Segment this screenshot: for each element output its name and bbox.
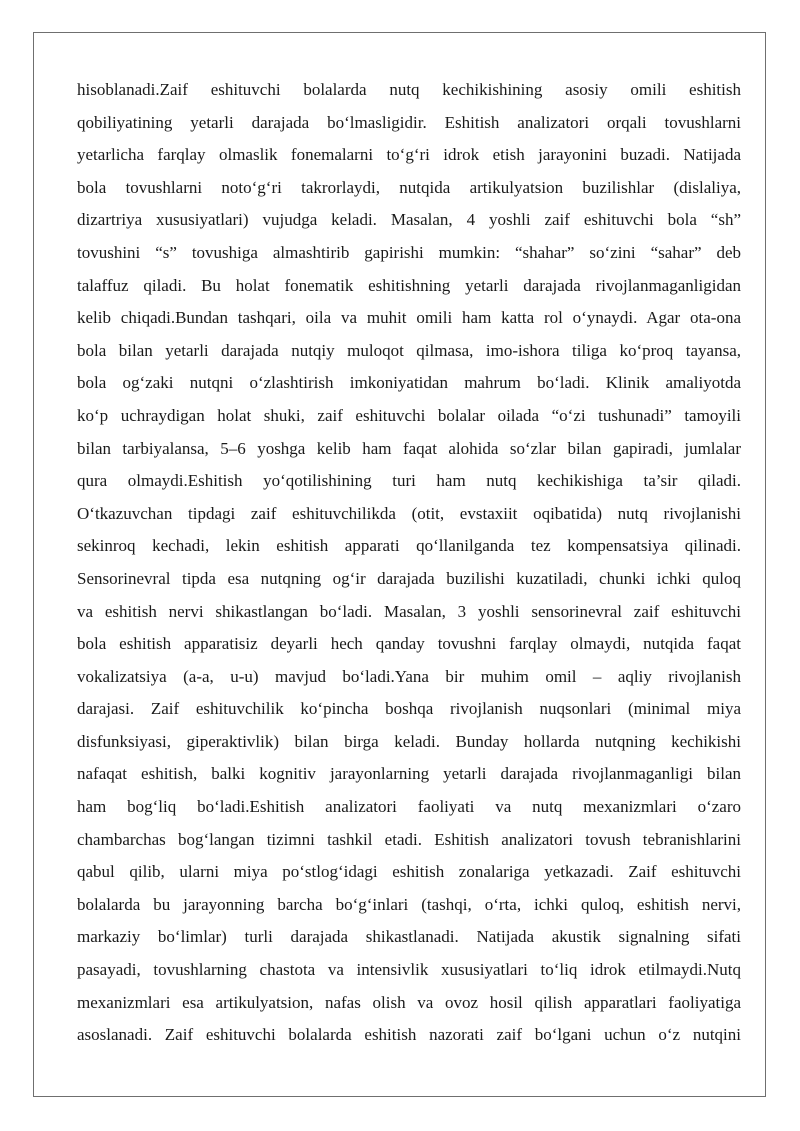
text-line: sekinroq kechadi, lekin eshitish apparati qo‘llanilganda tez kompensatsiya qilinadi.	[77, 536, 741, 556]
text-line: disfunksiyasi, giperaktivlik) bilan birga keladi. Bunday hollarda nutqning kechikishi	[77, 731, 741, 751]
text-line: qobiliyatining yetarli darajada bo‘lmasligidir. Eshitish analizatori orqali tovushlarni	[77, 112, 741, 132]
text-line: chambarchas bog‘langan tizimni tashkil etadi. Eshitish analizatori tovush tebranishlarini	[77, 829, 741, 849]
text-line: Sensorinevral tipda esa nutqning og‘ir darajada buzilishi kuzatiladi, chunki ichki quloq	[77, 568, 741, 588]
text-line: bola eshitish apparatisiz deyarli hech qanday tovushni farqlay olmaydi, nutqida faqat	[77, 634, 741, 654]
text-line: asoslanadi. Zaif eshituvchi bolalarda eshitish nazorati zaif bo‘lgani uchun o‘z nutqini	[77, 1025, 741, 1045]
text-line: bolalarda bu jarayonning barcha bo‘g‘inlari (tashqi, o‘rta, ichki quloq, eshitish nervi,	[77, 894, 741, 914]
text-line: vokalizatsiya (a-a, u-u) mavjud bo‘ladi.Yana bir muhim omil – aqliy rivojlanish	[77, 666, 741, 686]
text-line: ko‘p uchraydigan holat shuki, zaif eshituvchi bolalar oilada “o‘zi tushunadi” tamoyili	[77, 405, 741, 425]
text-line: va eshitish nervi shikastlangan bo‘ladi. Masalan, 3 yoshli sensorinevral zaif eshituvchi	[77, 601, 741, 621]
text-line: O‘tkazuvchan tipdagi zaif eshituvchilikda (otit, evstaxiit oqibatida) nutq rivojlanishi	[77, 503, 741, 523]
text-line: qabul qilib, ularni miya po‘stlog‘idagi eshitish zonalariga yetkazadi. Zaif eshituvchi	[77, 862, 741, 882]
text-line: kelib chiqadi.Bundan tashqari, oila va muhit omili ham katta rol o‘ynaydi. Agar ota-ona	[77, 308, 741, 328]
text-line: ham bog‘liq bo‘ladi.Eshitish analizatori faoliyati va nutq mexanizmlari o‘zaro	[77, 797, 741, 817]
text-line: darajasi. Zaif eshituvchilik ko‘pincha boshqa rivojlanish nuqsonlari (minimal miya	[77, 699, 741, 719]
text-line: yetarlicha farqlay olmaslik fonemalarni to‘g‘ri idrok etish jarayonini buzadi. Natijada	[77, 145, 741, 165]
text-line: mexanizmlari esa artikulyatsion, nafas olish va ovoz hosil qilish apparatlari faoliyatiga	[77, 992, 741, 1012]
text-line: tovushini “s” tovushiga almashtirib gapirishi mumkin: “shahar” so‘zini “sahar” deb	[77, 242, 741, 262]
text-line: pasayadi, tovushlarning chastota va intensivlik xususiyatlari to‘liq idrok etilmaydi.Nutq	[77, 960, 741, 980]
text-line: dizartriya xususiyatlari) vujudga keladi. Masalan, 4 yoshli zaif eshituvchi bola “sh”	[77, 210, 741, 230]
text-line: talaffuz qiladi. Bu holat fonematik eshitishning yetarli darajada rivojlanmaganligidan	[77, 275, 741, 295]
text-line: bola tovushlarni noto‘g‘ri takrorlaydi, nutqida artikulyatsion buzilishlar (dislaliya,	[77, 177, 741, 197]
text-line: bola og‘zaki nutqni o‘zlashtirish imkoniyatidan mahrum bo‘ladi. Klinik amaliyotda	[77, 373, 741, 393]
text-line: bilan tarbiyalansa, 5–6 yoshga kelib ham faqat alohida so‘zlar bilan gapiradi, jumlalar	[77, 438, 741, 458]
text-line: nafaqat eshitish, balki kognitiv jarayonlarning yetarli darajada rivojlanmaganligi bilan	[77, 764, 741, 784]
text-line: bola bilan yetarli darajada nutqiy muloqot qilmasa, imo-ishora tiliga ko‘proq tayansa,	[77, 340, 741, 360]
body-text	[77, 74, 741, 1052]
text-line: markaziy bo‘limlar) turli darajada shikastlanadi. Natijada akustik signalning sifati	[77, 927, 741, 947]
text-line: hisoblanadi.Zaif eshituvchi bolalarda nutq kechikishining asosiy omili eshitish	[77, 80, 741, 99]
text-line: qura olmaydi.Eshitish yo‘qotilishining turi ham nutq kechikishiga ta’sir qiladi.	[77, 471, 741, 491]
